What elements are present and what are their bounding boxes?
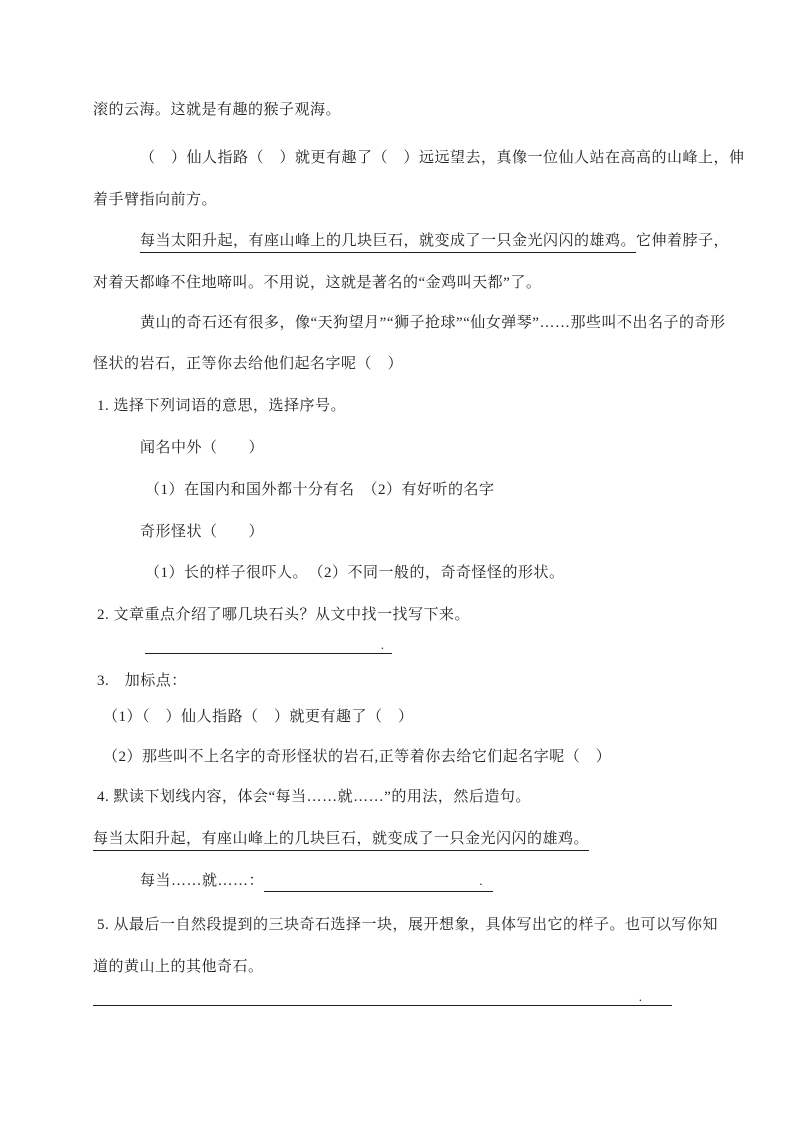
passage-line-golden-rooster-1 [140,231,729,252]
question-3-item-1: （1）（ ）仙人指路（ ）就更有趣了（ ） [103,709,414,725]
underlined-example-sentence: 每当太阳升起，有座山峰上的几块巨石，就变成了一只金光闪闪的雄鸡。 [93,831,589,851]
question-2-answer-blank [145,633,392,654]
passage-line-golden-rooster-2: 对着天都峰不住地啼叫。不用说，这就是著名的“金鸡叫天都”了。 [93,275,542,291]
underlined-sentence-golden-rooster: 每当太阳升起，有座山峰上的几块巨石，就变成了一只金光闪闪的雄鸡。 [140,233,636,253]
question-3-item-2: （2）那些叫不上名字的奇形怪状的岩石,正等着你去给它们起名字呢（ ） [103,749,612,765]
blank-end-period: . [638,989,642,1004]
question-1-word-1-options: （1）在国内和国外都十分有名 （2）有好听的名字 [145,482,495,498]
sentence-pattern-prompt: 每当……就……： [140,873,265,889]
passage-text-after-underline: 它伸着脖子， [636,233,730,249]
question-1-word-1: 闻名中外（ ） [140,440,265,456]
question-5-title-line-2: 道的黄山上的其他奇石。 [93,959,264,975]
blank-end-period: . [479,873,484,888]
passage-line-immortal-pointing-way-1: （ ）仙人指路（ ）就更有趣了（ ）远远望去，真像一位仙人站在高高的山峰上，伸 [140,150,745,166]
question-2-title: 2. 文章重点介绍了哪几块石头？从文中找一找写下来。 [97,607,471,623]
question-5-title-line-1: 5. 从最后一自然段提到的三块奇石选择一块，展开想象，具体写出它的样子。也可以写你知 [97,917,719,933]
blank-end-period: . [380,637,384,652]
passage-line-immortal-pointing-way-2: 着手臂指向前方。 [93,192,218,208]
question-1-word-2-options: （1）长的样子很吓人。 （2）不同一般的，奇奇怪怪的形状。 [145,565,565,581]
question-5-answer-blank [93,985,672,1006]
question-3-title: 3. 加标点： [97,673,187,689]
passage-line-monkey-watching-sea: 滚的云海。这就是有趣的猴子观海。 [93,102,342,118]
question-1-title: 1. 选择下列词语的意思，选择序号。 [97,398,347,414]
question-4-quoted-sentence [93,829,589,850]
question-4-title: 4. 默读下划线内容，体会“每当……就……”的用法，然后造句。 [97,789,531,805]
question-4-sentence-prompt-line [140,871,493,892]
passage-line-more-strange-rocks-2: 怪状的岩石，正等你去给他们起名字呢（ ） [93,356,404,372]
passage-line-more-strange-rocks-1: 黄山的奇石还有很多，像“天狗望月”“狮子抢球”“仙女弹琴”……那些叫不出名子的奇形 [140,315,726,331]
question-1-word-2: 奇形怪状（ ） [140,524,265,540]
question-4-answer-blank [264,873,493,892]
